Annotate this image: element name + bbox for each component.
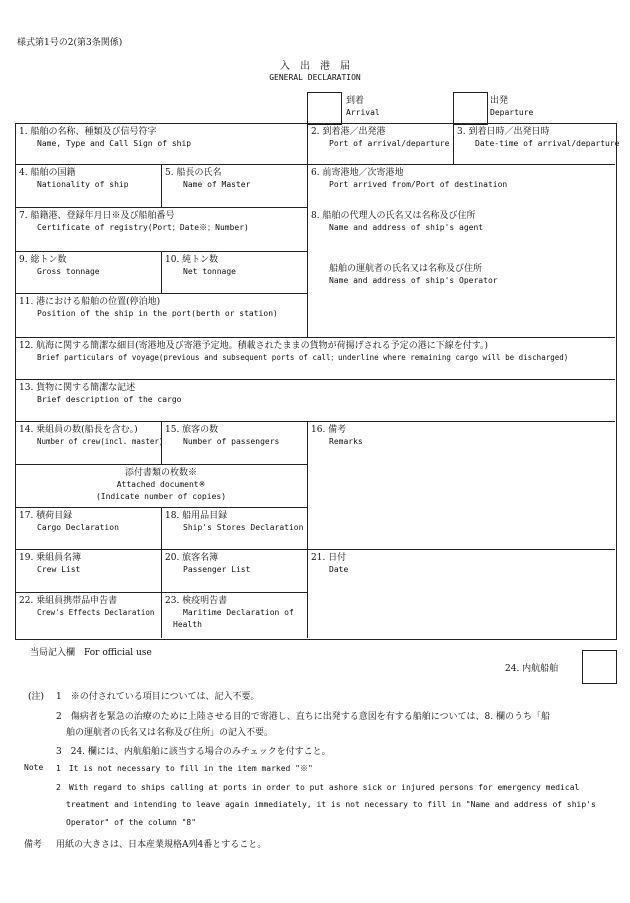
remark-label: 備考 bbox=[24, 840, 43, 850]
page-title: 入 出 港 届 bbox=[280, 61, 350, 72]
attached-docs-heading: 添付書類の枚数※ Attached document※ (Indicate number of copies) bbox=[95, 468, 227, 501]
note-jp-1: 1 ※の付されている項目については、記入不要。 bbox=[56, 692, 260, 702]
field-crew-effects[interactable]: 22. 乗組員携帯品申告書 Crew's Effects Declaration bbox=[19, 596, 155, 617]
field-passenger-count[interactable]: 15. 旅客の数 Number of passengers bbox=[165, 425, 280, 446]
field-maritime-health[interactable]: 23. 検疫明告書 Maritime Declaration of Health bbox=[165, 596, 294, 629]
departure-checkbox[interactable] bbox=[453, 92, 488, 125]
field-master[interactable]: 5. 船長の氏名 Name of Master bbox=[165, 168, 251, 189]
arrival-checkbox[interactable] bbox=[307, 92, 342, 125]
field-date[interactable]: 21. 日付 Date bbox=[311, 553, 349, 574]
field-registry[interactable]: 7. 船籍港、登録年月日※及び船舶番号 Certificate of registry(Port；Date※；Number) bbox=[19, 211, 249, 232]
field-datetime[interactable]: 3. 到着日時／出発日時 Date-time of arrival/departure bbox=[457, 127, 620, 148]
note-jp-2a: 2 傷病者を緊急の治療のために上陸させる目的で寄港し、直ちに出発する意図を有する船舶については、8. 欄のうち「船 bbox=[56, 712, 550, 722]
official-use-label: 当局記入欄 For official use bbox=[30, 648, 152, 658]
field-ship-name[interactable]: 1. 船舶の名称、種類及び信号符字 Name, Type and Call Sign of ship bbox=[19, 127, 192, 148]
field-operator[interactable]: 船舶の運航者の氏名又は名称及び住所 Name and address of ship's Operator bbox=[329, 264, 498, 285]
note-en-2c: Operator" of the column "8" bbox=[66, 818, 197, 827]
note-jp-2b: 舶の運航者の氏名又は名称及び住所」の記入不要。 bbox=[66, 728, 274, 738]
note-en-label: Note bbox=[24, 763, 44, 772]
field-gross-tonnage[interactable]: 9. 総トン数 Gross tonnage bbox=[19, 255, 100, 276]
remark-text: 用紙の大きさは、日本産業規格A列4番とすること。 bbox=[56, 840, 267, 850]
field-net-tonnage[interactable]: 10. 純トン数 Net tonnage bbox=[165, 255, 236, 276]
field-stores-declaration[interactable]: 18. 船用品目録 Ship's Stores Declaration bbox=[165, 511, 304, 532]
field-agent[interactable]: 8. 船舶の代理人の氏名又は名称及び住所 Name and address of ship's agent bbox=[311, 211, 484, 232]
notes-label: (注) bbox=[28, 692, 45, 702]
domestic-ship-checkbox[interactable] bbox=[582, 650, 617, 684]
page-subtitle: GENERAL DECLARATION bbox=[269, 73, 361, 82]
field-port[interactable]: 2. 到着港／出発港 Port of arrival/departure bbox=[311, 127, 450, 148]
note-en-2b: treatment and intending to leave again immediately, it is not necessary to fill in "Name and address of ship's bbox=[66, 800, 596, 809]
arrival-label: 到着 Arrival bbox=[346, 96, 380, 117]
field-crew-list[interactable]: 19. 乗組員名簿 Crew List bbox=[19, 553, 82, 574]
field-cargo-desc[interactable]: 13. 貨物に関する簡潔な記述 Brief description of the cargo bbox=[19, 383, 182, 404]
form-reference: 様式第1号の2(第3条関係) bbox=[17, 38, 123, 48]
field-remarks[interactable]: 16. 備考 Remarks bbox=[311, 425, 363, 446]
note-en-1: 1 It is not necessary to fill in the item marked "※" bbox=[56, 764, 313, 773]
field-voyage[interactable]: 12. 航海に関する簡潔な細目(寄港地及び寄港予定地。積載されたままの貨物が荷揚げされる予定の港に下線を付す。) Brief particulars of voyage(previous and subsequent ports of call；underline where remaining cargo will be discharged) bbox=[19, 341, 569, 362]
field-cargo-declaration[interactable]: 17. 積荷目録 Cargo Declaration bbox=[19, 511, 119, 532]
field-crew-count[interactable]: 14. 乗組員の数(船長を含む。) Number of crew(incl. master) bbox=[19, 425, 164, 446]
departure-label: 出発 Departure bbox=[490, 96, 534, 117]
note-en-2a: 2 With regard to ships calling at ports in order to put ashore sick or injured persons for emergency medical bbox=[56, 783, 580, 792]
field-position[interactable]: 11. 港における船舶の位置(停泊地) Position of the ship in the port(berth or station) bbox=[19, 297, 278, 318]
domestic-ship-label: 24. 内航船舶 bbox=[505, 664, 559, 674]
field-prev-next-port[interactable]: 6. 前寄港地／次寄港地 Port arrived from/Port of destination bbox=[311, 168, 508, 189]
field-passenger-list[interactable]: 20. 旅客名簿 Passenger List bbox=[165, 553, 251, 574]
note-jp-3: 3 24. 欄には、内航船舶に該当する場合のみチェックを付すこと。 bbox=[56, 747, 331, 757]
field-nationality[interactable]: 4. 船舶の国籍 Nationality of ship bbox=[19, 168, 129, 189]
